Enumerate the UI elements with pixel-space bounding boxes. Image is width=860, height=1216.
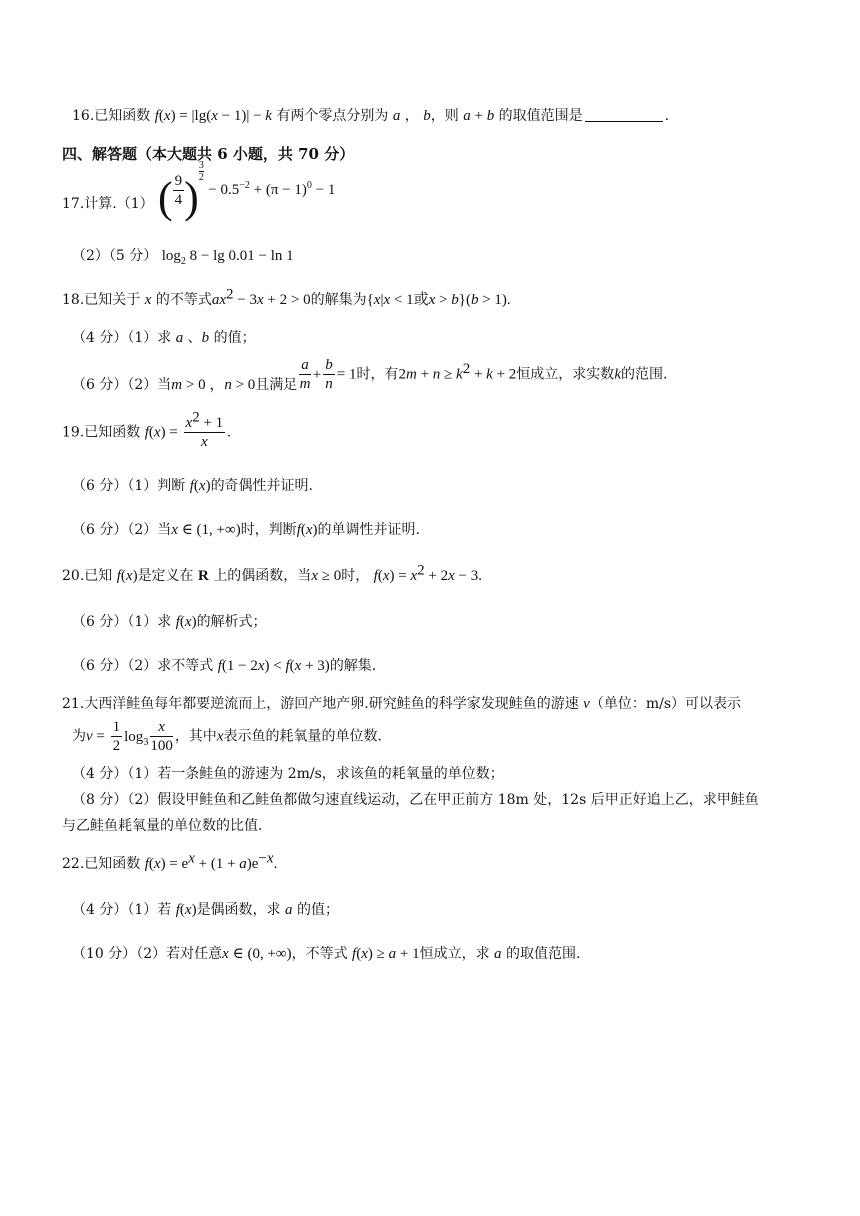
question-text: 表示鱼的耗氧量的单位数.	[223, 728, 382, 745]
part-label: （4 分）（1）若	[72, 902, 172, 918]
question-18: 18.已知关于 x 的不等式$ax^2 - 3x + 2 > 0$的解集为{x|x < 1或x > b}(b > 1).	[62, 286, 511, 308]
question-text: 且满足	[255, 376, 298, 393]
question-text: 有两个零点分别为	[276, 108, 389, 124]
question-text: 大西洋鲑鱼每年都要逆流而上，游回产地产卵.研究鲑鱼的科学家发现鲑鱼的游速	[84, 696, 579, 712]
question-21-part-2: （8 分）（2）假设甲鲑鱼和乙鲑鱼都做匀速直线运动，乙在甲正前方 18m 处，12s 后甲正好追上乙，求甲鲑鱼	[72, 792, 759, 808]
part-label: （6 分）（2）当	[72, 376, 172, 393]
question-text: 已知函数	[84, 424, 141, 441]
question-number: 18.	[62, 292, 85, 308]
part-label: （6 分）（1）判断	[72, 478, 186, 494]
question-18-part-2: （6 分）（2）当m > 0 ，n > 0且满足 $\frac{a}{m}$ + $\frac{b}{n}$ = 1时，有$2m + n \ge k^2 + k + 2$恒成立，求实数k的范围.	[72, 357, 668, 393]
question-text: 的解集.	[329, 658, 377, 674]
question-text: ，则	[430, 108, 459, 124]
question-19-part-2: （6 分）（2）当x ∈ (1, +∞)时，判断f(x)的单调性并证明.	[72, 522, 420, 538]
question-text: 已知	[84, 568, 113, 584]
answer-blank	[585, 107, 663, 122]
question-number: 22.	[62, 856, 85, 872]
question-text: 的解集为	[310, 292, 367, 308]
part-label: （2）（5 分）	[72, 248, 158, 264]
question-text: 已知函数	[94, 108, 151, 124]
period: .	[664, 108, 670, 124]
question-text: 时，	[341, 568, 370, 584]
question-21-part-1: （4 分）（1）若一条鲑鱼的游速为 2m/s，求该鱼的耗氧量的单位数；	[72, 766, 504, 782]
question-21-formula: 为v = $\frac{1}{2}$ $\log_3$ $\frac{x}{100}$ ，其中x表示鱼的耗氧量的单位数.	[72, 719, 382, 754]
section-heading: 四、解答题（本大题共 6 小题，共 70 分）	[62, 145, 355, 163]
question-17: 17.计算.（1） ( $\frac{9}{4}$ ) $\frac{3}{2}$ − $0.5^{-2} + (\pi - 1)^0 - 1$	[62, 160, 336, 222]
part-label: （6 分）（2）求不等式	[72, 658, 214, 674]
question-20: 20.已知 f(x)是定义在 R 上的偶函数，当x ≥ 0时， $f(x) = x^2 + 2x - 3$.	[62, 562, 483, 584]
question-text: 的奇偶性并证明.	[210, 478, 314, 494]
question-text: 的值；	[296, 902, 339, 918]
question-number: 19.	[62, 424, 85, 441]
question-18-part-1: （4 分）（1）求 a 、b 的值；	[72, 330, 256, 346]
question-16: 16.已知函数 f(x) = |lg(x − 1)| − k 有两个零点分别为 a ， b，则 a + b 的取值范围是 .	[72, 108, 670, 124]
question-text: 的取值范围是	[498, 108, 583, 124]
part-label: （6 分）（2）当	[72, 522, 172, 538]
question-number: 16.	[72, 108, 95, 124]
question-text: 的解析式；	[196, 614, 267, 630]
question-text: 恒成立，求实数	[516, 366, 615, 383]
question-text: 时，有	[356, 366, 399, 383]
question-text: 是偶函数，求	[196, 902, 281, 918]
question-17-part-2: （2）（5 分） $\log_2 8 - \lg 0.01 - \ln 1$	[72, 248, 294, 267]
question-text: ，其中	[174, 728, 217, 745]
question-text: 的取值范围.	[506, 946, 581, 962]
part-label: （4 分）（1）求	[72, 330, 172, 346]
question-text: 已知关于	[84, 292, 141, 308]
question-text: 恒成立，求	[419, 946, 490, 962]
question-text: 计算.（1）	[84, 196, 154, 212]
question-21-part-2-continued: 与乙鲑鱼耗氧量的单位数的比值.	[62, 818, 263, 834]
question-text: 上的偶函数，当	[213, 568, 312, 584]
question-text: 已知函数	[84, 856, 141, 872]
question-text: 是定义在	[137, 568, 194, 584]
question-22-part-2: （10 分）（2）若对任意x ∈ (0, +∞)，不等式 f(x) ≥ a + 1恒成立，求 a 的取值范围.	[72, 946, 581, 962]
question-number: 20.	[62, 568, 85, 584]
math-function: f	[154, 108, 159, 124]
question-text: 的值；	[213, 330, 256, 346]
question-number: 17.	[62, 196, 85, 212]
question-20-part-2: （6 分）（2）求不等式 f(1 − 2x) < f(x + 3)的解集.	[72, 658, 377, 674]
question-text: ，不等式	[291, 946, 348, 962]
question-text: 时，判断	[240, 522, 297, 538]
part-label: （6 分）（1）求	[72, 614, 172, 630]
question-text: 的单调性并证明.	[317, 522, 420, 538]
question-19-part-1: （6 分）（1）判断 f(x)的奇偶性并证明.	[72, 478, 314, 494]
question-text: 的范围.	[620, 366, 668, 383]
question-number: 21.	[62, 696, 85, 712]
question-19: 19.已知函数 f(x) = $\frac{x^2 + 1}{x}$ .	[62, 409, 231, 450]
question-21: 21.大西洋鲑鱼每年都要逆流而上，游回产地产卵.研究鲑鱼的科学家发现鲑鱼的游速 v（单位：m/s）可以表示	[62, 696, 742, 712]
part-label: （10 分）（2）若对任意	[72, 946, 223, 962]
question-text: 为	[72, 728, 86, 745]
question-text: 的不等式	[155, 292, 212, 308]
question-22-part-1: （4 分）（1）若 f(x)是偶函数，求 a 的值；	[72, 902, 339, 918]
question-text: （单位：m/s）可以表示	[589, 696, 742, 712]
question-22: 22.已知函数 $f(x) = e^x + (1 + a)e^{-x}$.	[62, 850, 278, 872]
question-20-part-1: （6 分）（1）求 f(x)的解析式；	[72, 614, 267, 630]
